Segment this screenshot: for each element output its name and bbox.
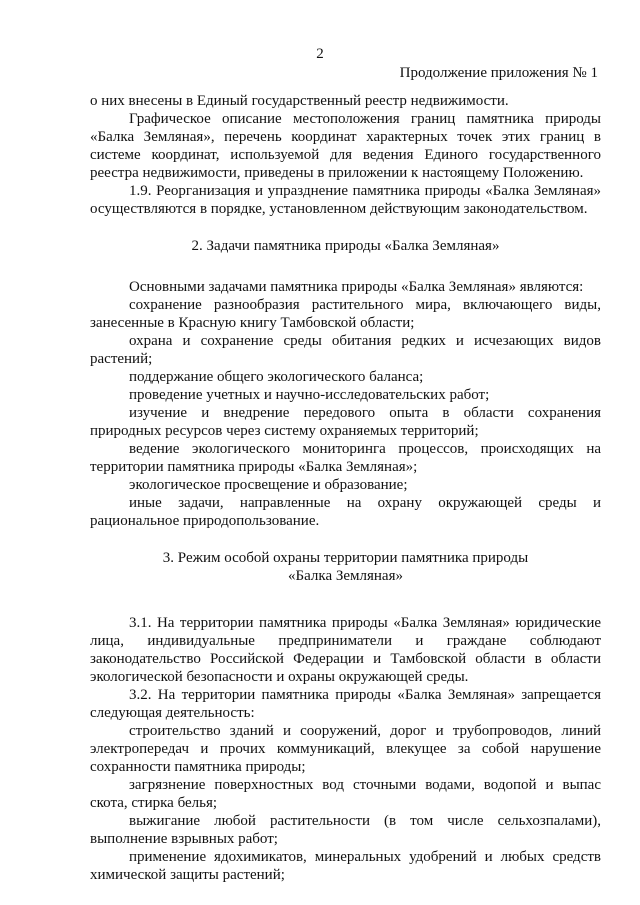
continuation-label: Продолжение приложения № 1 bbox=[399, 65, 598, 81]
paragraph: Графическое описание местоположения границ памятника природы «Балка Земляная», перечень координат характерных точек этих границ в системе координат, используемой для ведения Единого государственного реестра недвижимости, приведены в приложении к настоящему Положению. bbox=[90, 111, 601, 181]
list-item: иные задачи, направленные на охрану окружающей среды и рациональное природопользование. bbox=[90, 495, 601, 529]
list-item: экологическое просвещение и образование; bbox=[129, 477, 408, 493]
list-item: ведение экологического мониторинга процессов, происходящих на территории памятника природы «Балка Земляная»; bbox=[90, 441, 601, 475]
page-number: 2 bbox=[316, 46, 324, 62]
paragraph: Основными задачами памятника природы «Балка Земляная» являются: bbox=[129, 279, 584, 295]
list-item: сохранение разнообразия растительного мира, включающего виды, занесенные в Красную книгу Тамбовской области; bbox=[90, 297, 601, 331]
list-item: строительство зданий и сооружений, дорог и трубопроводов, линий электропередач и прочих коммуникаций, влекущее за собой нарушение сохранности памятника природы; bbox=[90, 723, 601, 775]
list-item: выжигание любой растительности (в том числе сельхозпалами), выполнение взрывных работ; bbox=[90, 813, 601, 847]
section-heading: 3. Режим особой охраны территории памятника природы bbox=[162, 550, 529, 566]
paragraph: 3.2. На территории памятника природы «Балка Земляная» запрещается следующая деятельность: bbox=[90, 687, 601, 721]
paragraph: о них внесены в Единый государственный реестр недвижимости. bbox=[90, 93, 509, 109]
list-item: изучение и внедрение передового опыта в области сохранения природных ресурсов через систему охраняемых территорий; bbox=[90, 405, 601, 439]
list-item: проведение учетных и научно-исследовательских работ; bbox=[129, 387, 490, 403]
list-item: загрязнение поверхностных вод сточными водами, водопой и выпас скота, стирка белья; bbox=[90, 777, 601, 811]
section-heading: «Балка Земляная» bbox=[288, 568, 403, 584]
document-body bbox=[90, 92, 601, 884]
paragraph: 3.1. На территории памятника природы «Балка Земляная» юридические лица, индивидуальные предприниматели и граждане соблюдают законодательство Российской Федерации и Тамбовской области в области экологической безопасности и охраны окружающей среды. bbox=[90, 615, 601, 685]
list-item: охрана и сохранение среды обитания редких и исчезающих видов растений; bbox=[90, 333, 601, 367]
list-item: применение ядохимикатов, минеральных удобрений и любых средств химической защиты растений; bbox=[90, 849, 601, 883]
paragraph: 1.9. Реорганизация и упразднение памятника природы «Балка Земляная» осуществляются в порядке, установленном действующим законодательством. bbox=[90, 183, 601, 217]
list-item: поддержание общего экологического баланса; bbox=[129, 369, 424, 385]
section-heading: 2. Задачи памятника природы «Балка Земляная» bbox=[191, 238, 500, 254]
